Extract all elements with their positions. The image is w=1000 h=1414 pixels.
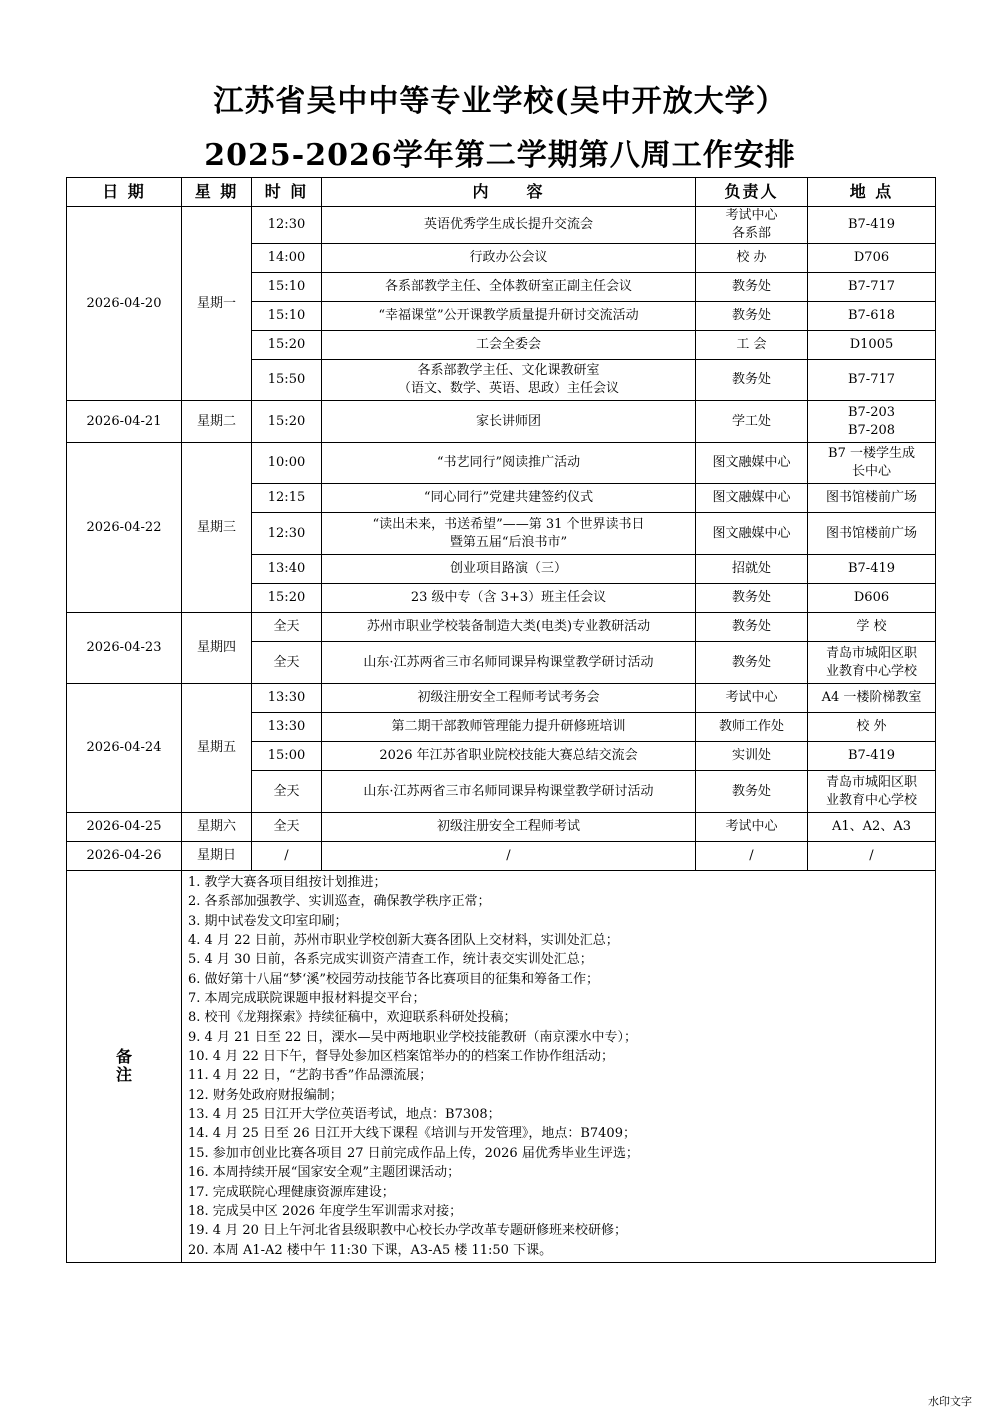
- owner-cell: 学工处: [696, 401, 808, 443]
- table-row: [67, 684, 936, 713]
- schedule-table: [66, 177, 936, 1263]
- content-cell: 各系部教学主任、文化课教研室 （语文、数学、英语、思政）主任会议: [322, 360, 696, 401]
- header-date: 日 期: [67, 178, 182, 207]
- place-cell: B7-419: [808, 207, 936, 244]
- date-cell: 2026-04-22: [67, 443, 182, 613]
- place-cell: A1、A2、A3: [808, 813, 936, 842]
- note-item: 2. 各系部加强教学、实训巡查，确保教学秩序正常；: [188, 894, 491, 910]
- place-cell: A4 一楼阶梯教室: [808, 684, 936, 713]
- header-time: 时 间: [252, 178, 322, 207]
- place-cell: 校 外: [808, 713, 936, 742]
- time-cell: 全天: [252, 642, 322, 684]
- owner-cell: 教务处: [696, 302, 808, 331]
- header-content: 内 容: [322, 178, 696, 207]
- content-cell: 家长讲师团: [322, 401, 696, 443]
- weekday-cell: 星期四: [182, 613, 252, 684]
- table-row: [67, 613, 936, 642]
- time-cell: 全天: [252, 613, 322, 642]
- place-cell: D1005: [808, 331, 936, 360]
- weekday-cell: 星期日: [182, 842, 252, 871]
- content-cell: 行政办公会议: [322, 244, 696, 273]
- place-cell: /: [808, 842, 936, 871]
- time-cell: 全天: [252, 813, 322, 842]
- owner-cell: 图文融媒中心: [696, 513, 808, 555]
- time-cell: 13:30: [252, 684, 322, 713]
- content-cell: 英语优秀学生成长提升交流会: [322, 207, 696, 244]
- content-cell: 山东·江苏两省三市名师同课异构课堂教学研讨活动: [322, 642, 696, 684]
- place-cell: B7 一楼学生成 长中心: [808, 443, 936, 484]
- time-cell: 15:10: [252, 302, 322, 331]
- content-cell: 苏州市职业学校装备制造大类(电类)专业教研活动: [322, 613, 696, 642]
- time-cell: 13:40: [252, 555, 322, 584]
- owner-cell: 校 办: [696, 244, 808, 273]
- content-cell: 2026 年江苏省职业院校技能大赛总结交流会: [322, 742, 696, 771]
- time-cell: 10:00: [252, 443, 322, 484]
- date-cell: 2026-04-20: [67, 207, 182, 401]
- date-cell: 2026-04-23: [67, 613, 182, 684]
- note-item: 1. 教学大赛各项目组按计划推进；: [188, 875, 387, 890]
- note-item: 7. 本周完成联院课题申报材料提交平台；: [188, 991, 426, 1007]
- time-cell: /: [252, 842, 322, 871]
- owner-cell: 考试中心: [696, 684, 808, 713]
- note-item: 16. 本周持续开展“国家安全观”主题团课活动；: [188, 1165, 461, 1181]
- date-cell: 2026-04-24: [67, 684, 182, 813]
- place-cell: 青岛市城阳区职 业教育中心学校: [808, 642, 936, 684]
- weekday-cell: 星期五: [182, 684, 252, 813]
- owner-cell: 图文融媒中心: [696, 484, 808, 513]
- place-cell: B7-717: [808, 273, 936, 302]
- content-cell: 初级注册安全工程师考试: [322, 813, 696, 842]
- owner-cell: 招就处: [696, 555, 808, 584]
- notes-label: 备 注: [67, 871, 182, 1263]
- time-cell: 15:10: [252, 273, 322, 302]
- content-cell: 第二期干部教师管理能力提升研修班培训: [322, 713, 696, 742]
- content-cell: 23 级中专（含 3+3）班主任会议: [322, 584, 696, 613]
- time-cell: 15:20: [252, 401, 322, 443]
- content-cell: “书艺同行”阅读推广活动: [322, 443, 696, 484]
- content-cell: 初级注册安全工程师考试考务会: [322, 684, 696, 713]
- table-row: [67, 813, 936, 842]
- note-item: 15. 参加市创业比赛各项目 27 日前完成作品上传，2026 届优秀毕业生评选；: [188, 1145, 639, 1161]
- place-cell: B7-203 B7-208: [808, 401, 936, 443]
- note-item: 20. 本周 A1-A2 楼中午 11:30 下课，A3-A5 楼 11:50 下课。: [188, 1242, 553, 1258]
- content-cell: 各系部教学主任、全体教研室正副主任会议: [322, 273, 696, 302]
- owner-cell: 工 会: [696, 331, 808, 360]
- note-item: 5. 4 月 30 日前，各系完成实训资产清查工作，统计表交实训处汇总；: [188, 952, 593, 968]
- owner-cell: /: [696, 842, 808, 871]
- owner-cell: 实训处: [696, 742, 808, 771]
- note-item: 18. 完成吴中区 2026 年度学生军训需求对接；: [188, 1203, 463, 1219]
- weekday-cell: 星期三: [182, 443, 252, 613]
- place-cell: B7-717: [808, 360, 936, 401]
- time-cell: 15:20: [252, 331, 322, 360]
- note-item: 19. 4 月 20 日上午河北省县级职教中心校长办学改革专题研修班来校研修；: [188, 1223, 628, 1239]
- content-cell: “同心同行”党建共建签约仪式: [322, 484, 696, 513]
- place-cell: 学 校: [808, 613, 936, 642]
- header-owner: 负责人: [696, 178, 808, 207]
- owner-cell: 考试中心: [696, 813, 808, 842]
- note-item: 9. 4 月 21 日至 22 日，溧水—吴中两地职业学校技能教研（南京溧水中专）；: [188, 1029, 638, 1045]
- note-item: 13. 4 月 25 日江开大学位英语考试，地点：B7308；: [188, 1107, 501, 1123]
- notes-row: [67, 871, 936, 1263]
- document-subtitle: 2025-2026学年第二学期第八周工作安排: [204, 138, 796, 173]
- date-cell: 2026-04-25: [67, 813, 182, 842]
- time-cell: 12:30: [252, 207, 322, 244]
- owner-cell: 教务处: [696, 642, 808, 684]
- content-cell: “幸福课堂”公开课教学质量提升研讨交流活动: [322, 302, 696, 331]
- owner-cell: 教务处: [696, 273, 808, 302]
- place-cell: D706: [808, 244, 936, 273]
- owner-cell: 考试中心 各系部: [696, 207, 808, 244]
- time-cell: 15:20: [252, 584, 322, 613]
- note-item: 3. 期中试卷发文印室印刷；: [188, 913, 348, 929]
- place-cell: B7-419: [808, 742, 936, 771]
- note-item: 4. 4 月 22 日前，苏州市职业学校创新大赛各团队上交材料，实训处汇总；: [188, 933, 619, 949]
- date-cell: 2026-04-26: [67, 842, 182, 871]
- content-cell: 创业项目路演（三）: [322, 555, 696, 584]
- note-item: 14. 4 月 25 日至 26 日江开大线下课程《培训与开发管理》，地点：B7409；: [188, 1126, 636, 1142]
- content-cell: “读出未来，书送希望”——第 31 个世界读书日 暨第五届“后浪书市”: [322, 513, 696, 555]
- table-row: [67, 207, 936, 244]
- place-cell: 图书馆楼前广场: [808, 484, 936, 513]
- note-item: 6. 做好第十八届“梦‘溪”校园劳动技能节各比赛项目的征集和筹备工作；: [188, 971, 599, 987]
- time-cell: 12:30: [252, 513, 322, 555]
- time-cell: 15:50: [252, 360, 322, 401]
- note-item: 17. 完成联院心理健康资源库建设；: [188, 1184, 395, 1200]
- time-cell: 全天: [252, 771, 322, 813]
- watermark: 水印文字: [928, 1395, 972, 1408]
- header-place: 地 点: [808, 178, 936, 207]
- content-cell: 工会全委会: [322, 331, 696, 360]
- table-row: [67, 401, 936, 443]
- weekday-cell: 星期六: [182, 813, 252, 842]
- place-cell: 图书馆楼前广场: [808, 513, 936, 555]
- weekday-cell: 星期一: [182, 207, 252, 401]
- date-cell: 2026-04-21: [67, 401, 182, 443]
- table-row: [67, 443, 936, 484]
- place-cell: B7-419: [808, 555, 936, 584]
- owner-cell: 图文融媒中心: [696, 443, 808, 484]
- time-cell: 14:00: [252, 244, 322, 273]
- owner-cell: 教务处: [696, 584, 808, 613]
- note-item: 10. 4 月 22 日下午，督导处参加区档案馆举办的的档案工作协作组活动；: [188, 1049, 615, 1065]
- time-cell: 12:15: [252, 484, 322, 513]
- place-cell: D606: [808, 584, 936, 613]
- note-item: 8. 校刊《龙翔探索》持续征稿中，欢迎联系科研处投稿；: [188, 1010, 517, 1026]
- content-cell: 山东·江苏两省三市名师同课异构课堂教学研讨活动: [322, 771, 696, 813]
- note-item: 12. 财务处政府财报编制；: [188, 1087, 343, 1103]
- schedule-body: [67, 207, 936, 871]
- time-cell: 13:30: [252, 713, 322, 742]
- owner-cell: 教务处: [696, 771, 808, 813]
- note-item: 11. 4 月 22 日，“艺韵书香”作品漂流展；: [188, 1068, 433, 1084]
- notes-list: [182, 871, 936, 1263]
- document-title: 江苏省吴中中等专业学校(吴中开放大学）: [213, 84, 787, 119]
- place-cell: 青岛市城阳区职 业教育中心学校: [808, 771, 936, 813]
- header-row: [67, 178, 936, 207]
- weekday-cell: 星期二: [182, 401, 252, 443]
- time-cell: 15:00: [252, 742, 322, 771]
- place-cell: B7-618: [808, 302, 936, 331]
- owner-cell: 教务处: [696, 360, 808, 401]
- content-cell: /: [322, 842, 696, 871]
- header-weekday: 星 期: [182, 178, 252, 207]
- table-row: [67, 842, 936, 871]
- owner-cell: 教师工作处: [696, 713, 808, 742]
- owner-cell: 教务处: [696, 613, 808, 642]
